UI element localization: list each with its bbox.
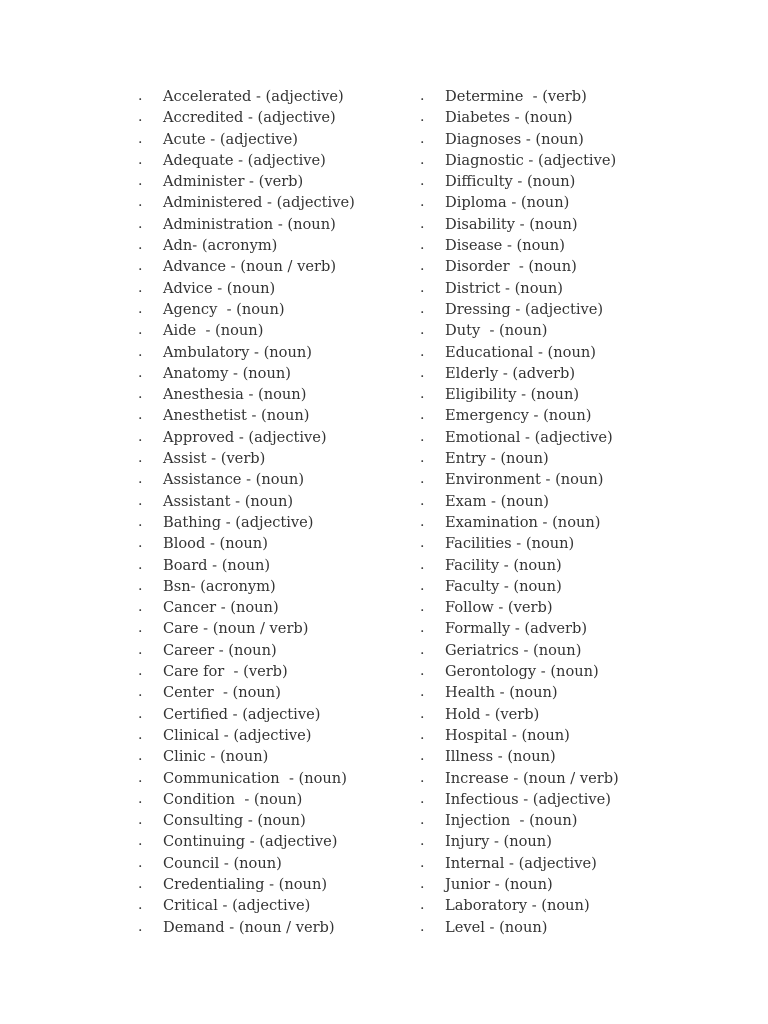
vocabulary-item: [420, 597, 760, 618]
vocabulary-entry: Aide - (noun): [163, 322, 264, 340]
vocabulary-entry: Diploma - (noun): [445, 194, 570, 212]
vocabulary-item: [420, 768, 760, 789]
vocabulary-item: [420, 917, 760, 938]
vocabulary-entry: Exam - (noun): [445, 492, 550, 510]
list-bullet: .: [138, 812, 143, 829]
vocabulary-item: [420, 853, 760, 874]
vocabulary-entry: District - (noun): [445, 279, 563, 297]
list-bullet: .: [420, 300, 425, 317]
list-bullet: .: [420, 513, 425, 530]
vocabulary-entry: Acute - (adjective): [163, 130, 298, 148]
vocabulary-entry: Anatomy - (noun): [163, 364, 291, 382]
list-bullet: .: [420, 237, 425, 254]
vocabulary-item: [420, 512, 760, 533]
vocabulary-entry: Clinic - (noun): [163, 748, 269, 766]
list-bullet: .: [138, 663, 143, 680]
vocabulary-entry: Cancer - (noun): [163, 599, 279, 617]
vocabulary-entry: Care - (noun / verb): [163, 620, 309, 638]
vocabulary-item: [420, 299, 760, 320]
vocabulary-item: [420, 618, 760, 639]
vocabulary-entry: Increase - (noun / verb): [445, 769, 619, 787]
list-bullet: .: [138, 279, 143, 296]
list-bullet: .: [420, 471, 425, 488]
vocabulary-entry: Emotional - (adjective): [445, 428, 613, 446]
list-bullet: .: [420, 492, 425, 509]
vocabulary-entry: Emergency - (noun): [445, 407, 592, 425]
vocabulary-entry: Anesthetist - (noun): [163, 407, 310, 425]
list-bullet: .: [420, 343, 425, 360]
list-bullet: .: [420, 748, 425, 765]
vocabulary-entry: Career - (noun): [163, 641, 277, 659]
vocabulary-item: [420, 171, 760, 192]
vocabulary-item: [420, 682, 760, 703]
vocabulary-entry: Assist - (verb): [163, 450, 266, 468]
vocabulary-entry: Advance - (noun / verb): [163, 258, 337, 276]
vocabulary-entry: Injection - (noun): [445, 812, 578, 830]
list-bullet: .: [420, 769, 425, 786]
vocabulary-item: [420, 129, 760, 150]
list-bullet: .: [138, 215, 143, 232]
vocabulary-entry: Anesthesia - (noun): [163, 386, 307, 404]
vocabulary-entry: Internal - (adjective): [445, 854, 597, 872]
vocabulary-entry: Assistant - (noun): [163, 492, 294, 510]
list-bullet: .: [420, 109, 425, 126]
vocabulary-entry: Educational - (noun): [445, 343, 596, 361]
list-bullet: .: [138, 471, 143, 488]
list-bullet: .: [138, 897, 143, 914]
vocabulary-entry: Certified - (adjective): [163, 705, 321, 723]
vocabulary-entry: Duty - (noun): [445, 322, 548, 340]
vocabulary-entry: Diabetes - (noun): [445, 109, 573, 127]
vocabulary-entry: Ambulatory - (noun): [163, 343, 312, 361]
vocabulary-item: [420, 831, 760, 852]
vocabulary-entry: Adequate - (adjective): [163, 151, 326, 169]
list-bullet: .: [420, 407, 425, 424]
vocabulary-entry: Faculty - (noun): [445, 577, 562, 595]
vocabulary-entry: Junior - (noun): [445, 875, 553, 893]
list-bullet: .: [420, 258, 425, 275]
vocabulary-entry: Administer - (verb): [163, 173, 304, 191]
vocabulary-entry: Communication - (noun): [163, 769, 347, 787]
list-bullet: .: [138, 918, 143, 935]
list-bullet: .: [138, 577, 143, 594]
vocabulary-item: [420, 704, 760, 725]
list-bullet: .: [420, 641, 425, 658]
list-bullet: .: [138, 109, 143, 126]
vocabulary-item: [420, 810, 760, 831]
vocabulary-entry: Hospital - (noun): [445, 726, 570, 744]
list-bullet: .: [420, 854, 425, 871]
vocabulary-entry: Board - (noun): [163, 556, 271, 574]
list-bullet: .: [138, 726, 143, 743]
vocabulary-entry: Facility - (noun): [445, 556, 562, 574]
vocabulary-entry: Consulting - (noun): [163, 812, 306, 830]
vocabulary-item: [420, 725, 760, 746]
vocabulary-entry: Difficulty - (noun): [445, 173, 576, 191]
vocabulary-entry: Care for - (verb): [163, 663, 288, 681]
vocabulary-entry: Geriatrics - (noun): [445, 641, 582, 659]
list-bullet: .: [138, 364, 143, 381]
vocabulary-entry: Adn- (acronym): [163, 237, 278, 255]
vocabulary-entry: Diagnoses - (noun): [445, 130, 584, 148]
vocabulary-entry: Hold - (verb): [445, 705, 540, 723]
vocabulary-entry: Assistance - (noun): [163, 471, 305, 489]
list-bullet: .: [138, 237, 143, 254]
list-bullet: .: [138, 258, 143, 275]
vocabulary-item: [420, 895, 760, 916]
vocabulary-entry: Advice - (noun): [163, 279, 276, 297]
vocabulary-item: [420, 405, 760, 426]
vocabulary-item: [420, 342, 760, 363]
list-bullet: .: [138, 386, 143, 403]
list-bullet: .: [420, 599, 425, 616]
vocabulary-item: [420, 256, 760, 277]
list-bullet: .: [420, 705, 425, 722]
list-bullet: .: [420, 450, 425, 467]
vocabulary-entry: Entry - (noun): [445, 450, 549, 468]
vocabulary-item: [420, 320, 760, 341]
vocabulary-entry: Illness - (noun): [445, 748, 556, 766]
list-bullet: .: [420, 386, 425, 403]
vocabulary-entry: Administered - (adjective): [163, 194, 355, 212]
list-bullet: .: [138, 300, 143, 317]
vocabulary-entry: Examination - (noun): [445, 513, 601, 531]
list-bullet: .: [138, 535, 143, 552]
vocabulary-entry: Administration - (noun): [163, 215, 336, 233]
list-bullet: .: [138, 556, 143, 573]
list-bullet: .: [138, 151, 143, 168]
list-bullet: .: [138, 705, 143, 722]
vocabulary-entry: Demand - (noun / verb): [163, 918, 335, 936]
vocabulary-entry: Laboratory - (noun): [445, 897, 590, 915]
vocabulary-entry: Clinical - (adjective): [163, 726, 312, 744]
vocabulary-entry: Level - (noun): [445, 918, 548, 936]
vocabulary-entry: Center - (noun): [163, 684, 281, 702]
list-bullet: .: [138, 343, 143, 360]
list-bullet: .: [420, 812, 425, 829]
list-bullet: .: [420, 577, 425, 594]
vocabulary-entry: Environment - (noun): [445, 471, 604, 489]
vocabulary-item: [420, 533, 760, 554]
vocabulary-entry: Accelerated - (adjective): [163, 88, 344, 105]
vocabulary-entry: Eligibility - (noun): [445, 386, 580, 404]
vocabulary-item: [420, 214, 760, 235]
vocabulary-entry: Determine - (verb): [445, 88, 587, 105]
vocabulary-item: [420, 448, 760, 469]
vocabulary-entry: Gerontology - (noun): [445, 663, 599, 681]
list-bullet: .: [420, 726, 425, 743]
list-bullet: .: [420, 556, 425, 573]
list-bullet: .: [138, 513, 143, 530]
vocabulary-entry: Condition - (noun): [163, 790, 303, 808]
vocabulary-item: [420, 661, 760, 682]
list-bullet: .: [138, 684, 143, 701]
list-bullet: .: [138, 322, 143, 339]
vocabulary-item: [420, 107, 760, 128]
vocabulary-item: [420, 874, 760, 895]
vocabulary-entry: Follow - (verb): [445, 599, 553, 617]
vocabulary-entry: Approved - (adjective): [163, 428, 327, 446]
vocabulary-item: [420, 555, 760, 576]
list-bullet: .: [138, 407, 143, 424]
vocabulary-item: [420, 491, 760, 512]
vocabulary-item: [420, 278, 760, 299]
list-bullet: .: [420, 173, 425, 190]
list-bullet: .: [138, 88, 143, 104]
vocabulary-item: [420, 150, 760, 171]
vocabulary-entry: Continuing - (adjective): [163, 833, 338, 851]
vocabulary-item: [420, 789, 760, 810]
vocabulary-entry: Elderly - (adverb): [445, 364, 576, 382]
vocabulary-item: [420, 640, 760, 661]
vocabulary-column-right: [420, 86, 760, 938]
list-bullet: .: [138, 194, 143, 211]
vocabulary-entry: Disease - (noun): [445, 237, 565, 255]
list-bullet: .: [138, 450, 143, 467]
vocabulary-entry: Bsn- (acronym): [163, 577, 276, 595]
vocabulary-entry: Formally - (adverb): [445, 620, 588, 638]
list-bullet: .: [138, 641, 143, 658]
list-bullet: .: [420, 194, 425, 211]
vocabulary-entry: Disorder - (noun): [445, 258, 577, 276]
list-bullet: .: [420, 364, 425, 381]
list-bullet: .: [138, 130, 143, 147]
list-bullet: .: [138, 790, 143, 807]
list-bullet: .: [420, 897, 425, 914]
list-bullet: .: [420, 790, 425, 807]
list-bullet: .: [420, 88, 425, 104]
list-bullet: .: [138, 833, 143, 850]
vocabulary-item: [420, 384, 760, 405]
vocabulary-item: [420, 427, 760, 448]
vocabulary-item: [420, 235, 760, 256]
list-bullet: .: [420, 151, 425, 168]
vocabulary-item: [420, 576, 760, 597]
list-bullet: .: [138, 875, 143, 892]
list-bullet: .: [420, 918, 425, 935]
vocabulary-entry: Critical - (adjective): [163, 897, 311, 915]
list-bullet: .: [420, 535, 425, 552]
vocabulary-entry: Diagnostic - (adjective): [445, 151, 617, 169]
vocabulary-entry: Blood - (noun): [163, 535, 268, 553]
vocabulary-item: [420, 746, 760, 767]
list-bullet: .: [138, 492, 143, 509]
list-bullet: .: [420, 684, 425, 701]
list-bullet: .: [138, 854, 143, 871]
list-bullet: .: [420, 833, 425, 850]
list-bullet: .: [420, 279, 425, 296]
vocabulary-item: [420, 363, 760, 384]
list-bullet: .: [138, 599, 143, 616]
vocabulary-entry: Dressing - (adjective): [445, 300, 604, 318]
list-bullet: .: [420, 620, 425, 637]
list-bullet: .: [138, 748, 143, 765]
vocabulary-item: [420, 86, 760, 107]
vocabulary-item: [420, 192, 760, 213]
vocabulary-entry: Infectious - (adjective): [445, 790, 611, 808]
vocabulary-entry: Bathing - (adjective): [163, 513, 314, 531]
vocabulary-item: [420, 469, 760, 490]
vocabulary-entry: Injury - (noun): [445, 833, 552, 851]
list-bullet: .: [420, 428, 425, 445]
vocabulary-entry: Council - (noun): [163, 854, 282, 872]
list-bullet: .: [420, 215, 425, 232]
vocabulary-entry: Accredited - (adjective): [163, 109, 336, 127]
list-bullet: .: [138, 173, 143, 190]
list-bullet: .: [420, 663, 425, 680]
list-bullet: .: [420, 322, 425, 339]
vocabulary-entry: Agency - (noun): [163, 300, 285, 318]
list-bullet: .: [138, 769, 143, 786]
vocabulary-entry: Facilities - (noun): [445, 535, 575, 553]
list-bullet: .: [420, 130, 425, 147]
vocabulary-entry: Health - (noun): [445, 684, 558, 702]
list-bullet: .: [420, 875, 425, 892]
list-bullet: .: [138, 620, 143, 637]
vocabulary-entry: Disability - (noun): [445, 215, 578, 233]
vocabulary-entry: Credentialing - (noun): [163, 875, 328, 893]
list-bullet: .: [138, 428, 143, 445]
